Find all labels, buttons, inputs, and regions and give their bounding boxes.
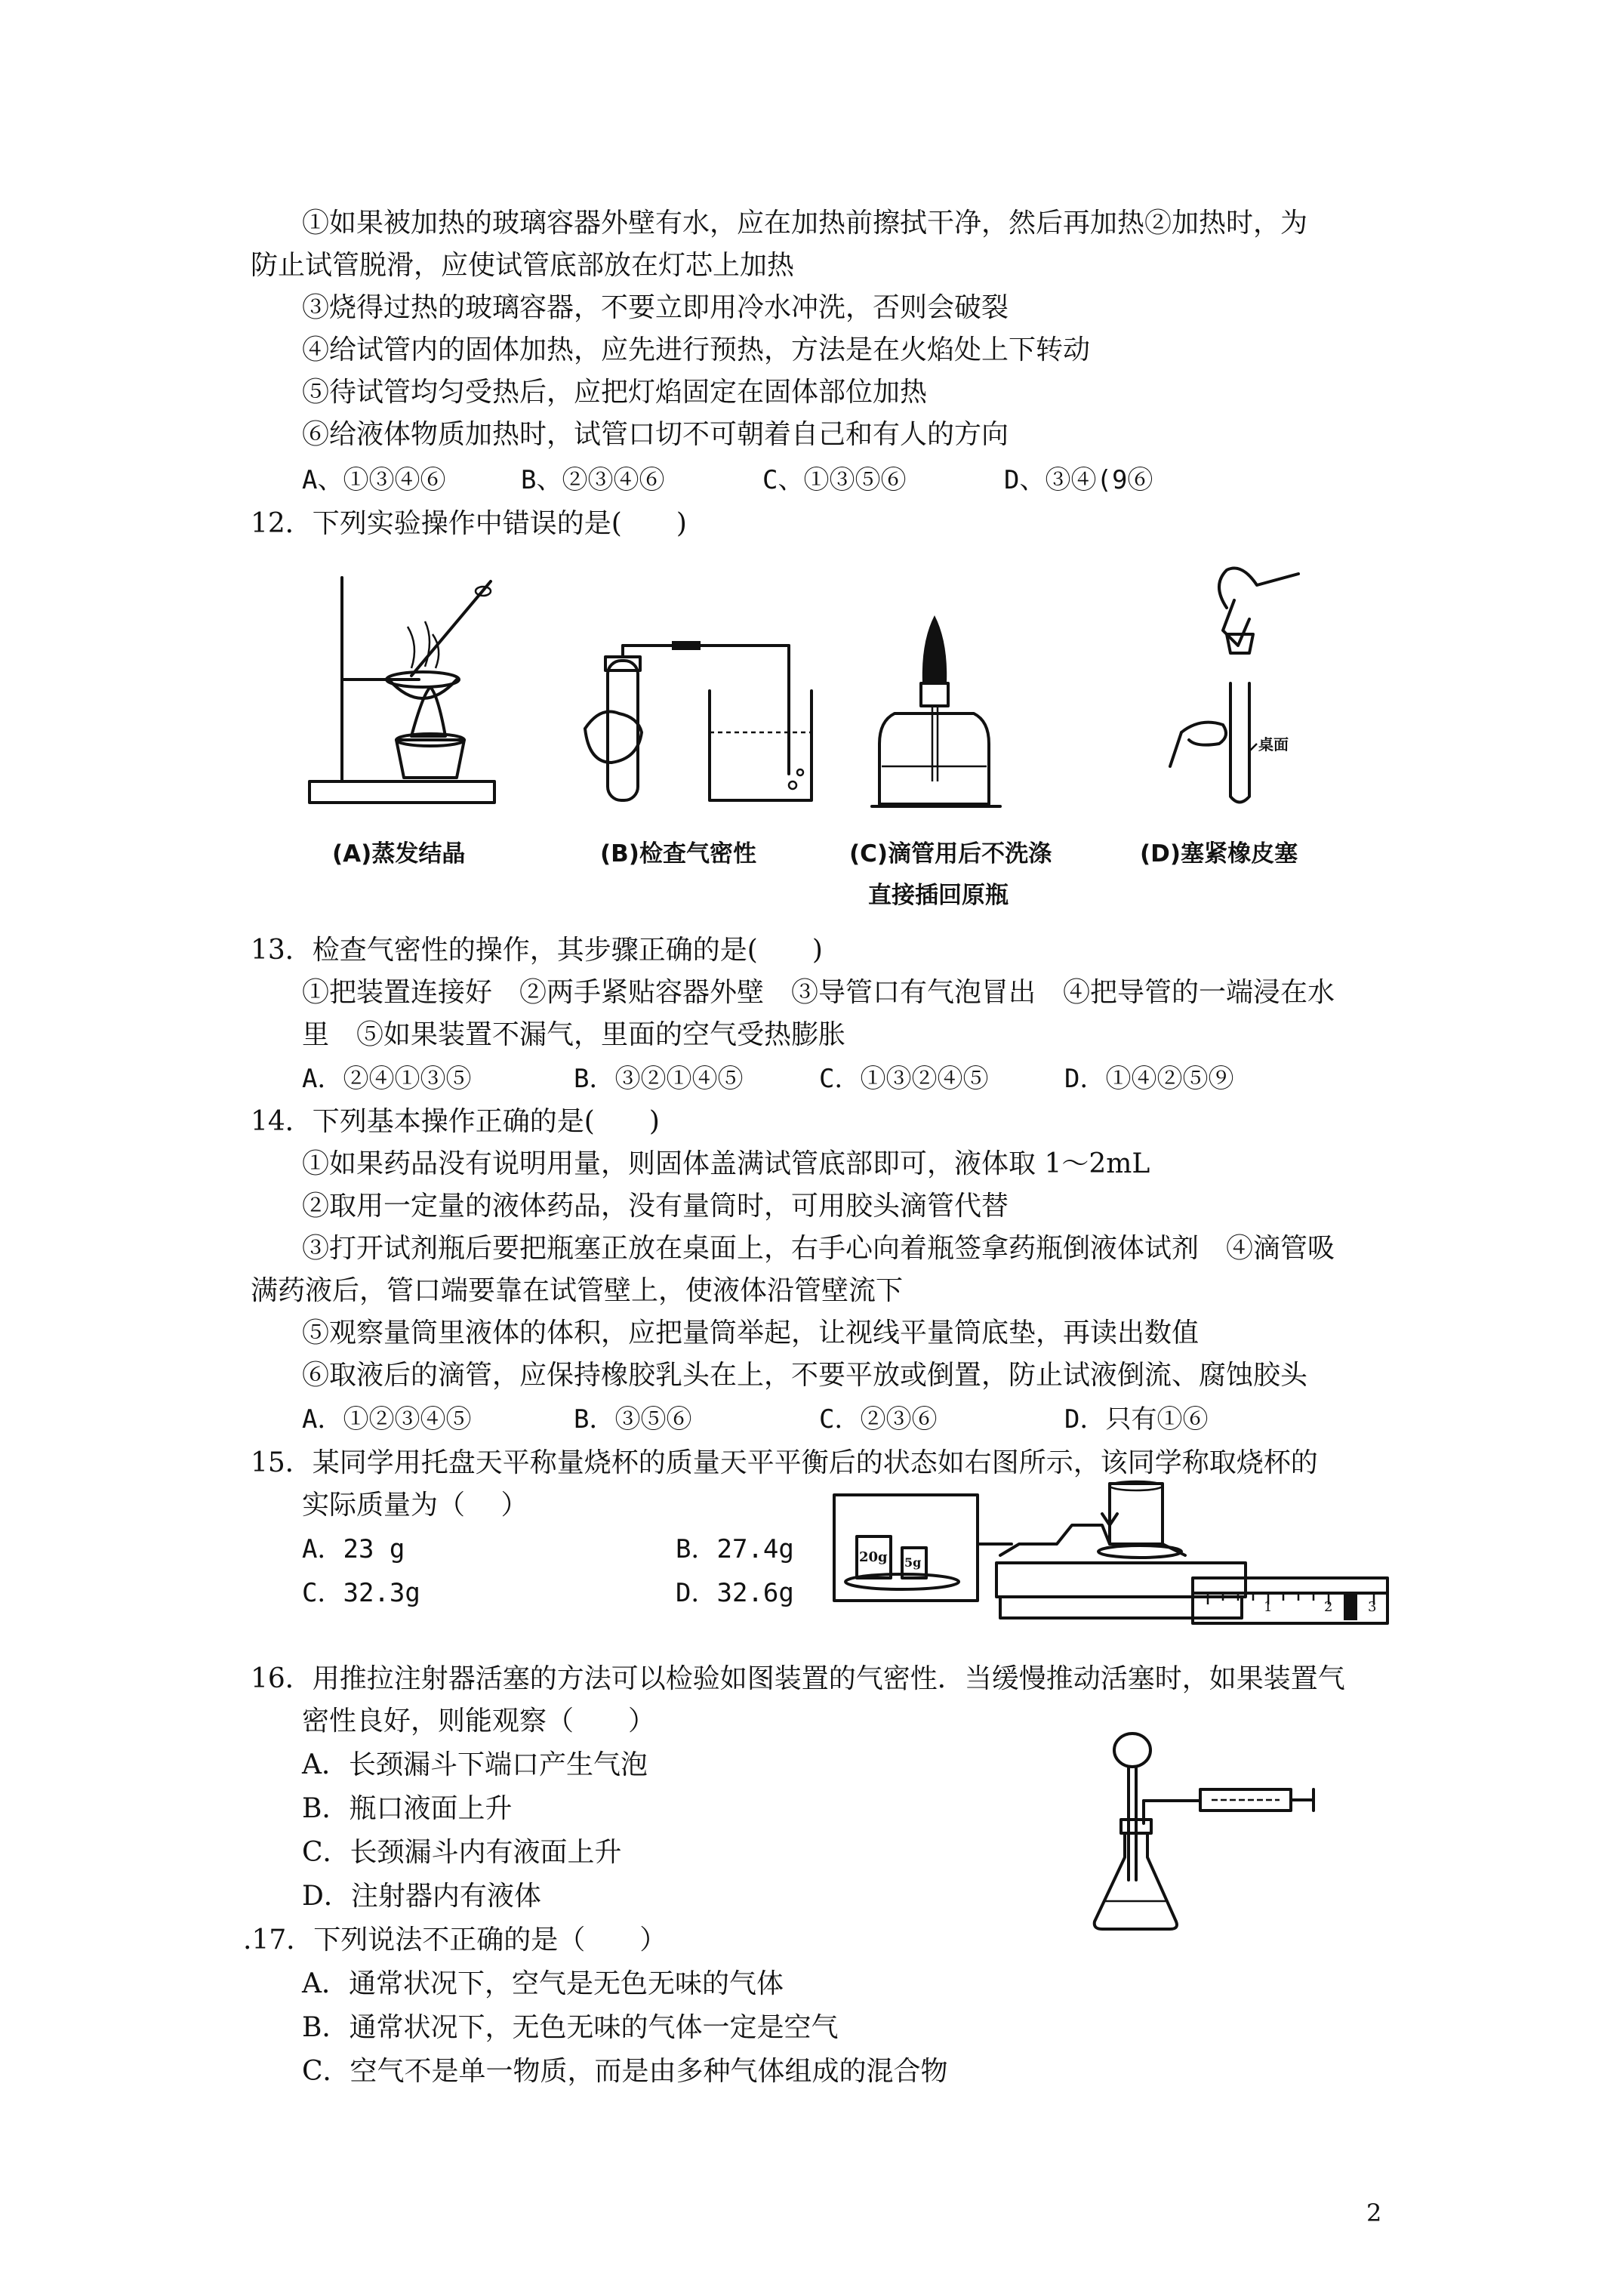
q13-option-b: B．③②①④⑤: [574, 1064, 744, 1094]
q11-item1b: 防止试管脱滑，应使试管底部放在灯芯上加热: [251, 250, 795, 281]
q14-option-d: D．只有①⑥: [1064, 1404, 1209, 1435]
q14-item2: ②取用一定量的液体药品，没有量筒时，可用胶头滴管代替: [302, 1191, 1009, 1222]
q11-item1a: ①如果被加热的玻璃容器外壁有水，应在加热前擦拭干净，然后再加热②加热时，为: [302, 208, 1308, 239]
q13-line1: ①把装置连接好 ②两手紧贴容器外壁 ③导管口有气泡冒出 ④把导管的一端浸在水: [302, 977, 1335, 1008]
desk-label: 桌面: [1258, 735, 1289, 754]
q11-item3: ③烧得过热的玻璃容器，不要立即用冷水冲洗，否则会破裂: [302, 292, 1009, 323]
q15-stem2: 实际质量为（ ）: [302, 1490, 528, 1521]
q15-stem1: 15．某同学用托盘天平称量烧杯的质量天平平衡后的状态如右图所示，该同学称取烧杯的: [251, 1447, 1318, 1478]
q16-option-b: B．瓶口液面上升: [302, 1793, 513, 1824]
page-number: 2: [1366, 2199, 1382, 2227]
q14-item5: ⑤观察量筒里液体的体积，应把量筒举起，让视线平量筒底垫，再读出数值: [302, 1318, 1200, 1348]
q16-apparatus-figure: [1087, 1729, 1321, 1943]
scale-mark-1: 1: [1264, 1599, 1273, 1615]
q16-stem1: 16．用推拉注射器活塞的方法可以检验如图装置的气密性．当缓慢推动活塞时，如果装置气: [251, 1663, 1345, 1694]
q14-item3a: ③打开试剂瓶后要把瓶塞正放在桌面上，右手心向着瓶签拿药瓶倒液体试剂 ④滴管吸: [302, 1233, 1335, 1264]
q11-option-b: B、②③④⑥: [521, 465, 665, 495]
q16-option-c: C．长颈漏斗内有液面上升: [302, 1837, 622, 1868]
q15-option-a: A．23 g: [302, 1534, 405, 1564]
scale-mark-3: 3: [1368, 1599, 1377, 1615]
q15-option-b: B．27.4g: [676, 1534, 794, 1564]
q12-stem: 12．下列实验操作中错误的是( ): [251, 508, 687, 539]
weight-20g: 20g: [859, 1549, 888, 1565]
q12-caption-c1: (C)滴管用后不洗涤: [849, 840, 1052, 868]
weight-5g: 5g: [904, 1555, 922, 1570]
q11-option-c: C、①③⑤⑥: [762, 465, 907, 495]
q14-option-b: B．③⑤⑥: [574, 1404, 692, 1435]
q13-stem: 13．检查气密性的操作，其步骤正确的是( ): [251, 935, 823, 966]
q17-stem: .17．下列说法不正确的是（ ）: [243, 1925, 667, 1955]
q12-figure-c: [868, 612, 1004, 818]
q11-item6: ⑥给液体物质加热时，试管口切不可朝着自己和有人的方向: [302, 419, 1009, 450]
q17-option-a: A．通常状况下，空气是无色无味的气体: [302, 1968, 784, 1999]
q16-option-d: D．注射器内有液体: [302, 1881, 541, 1912]
q12-figure-b: [581, 630, 830, 815]
q14-stem: 14．下列基本操作正确的是( ): [251, 1106, 660, 1137]
q12-caption-a: (A)蒸发结晶: [332, 840, 466, 868]
q15-option-c: C．32.3g: [302, 1578, 420, 1608]
scale-mark-2: 2: [1324, 1599, 1333, 1615]
q16-option-a: A．长颈漏斗下端口产生气泡: [302, 1749, 648, 1780]
q11-item5: ⑤待试管均匀受热后，应把灯焰固定在固体部位加热: [302, 377, 928, 408]
q14-item1: ①如果药品没有说明用量，则固体盖满试管底部即可，液体取 1～2mL: [302, 1148, 1150, 1179]
q17-option-b: B．通常状况下，无色无味的气体一定是空气: [302, 2012, 839, 2043]
q12-caption-d: (D)塞紧橡皮塞: [1140, 840, 1298, 868]
q14-item6: ⑥取液后的滴管，应保持橡胶乳头在上，不要平放或倒置，防止试液倒流、腐蚀胶头: [302, 1360, 1308, 1391]
q14-item3b: 满药液后，管口端要靠在试管壁上，使液体沿管壁流下: [251, 1275, 904, 1306]
q17-option-c: C．空气不是单一物质，而是由多种气体组成的混合物: [302, 2056, 948, 2087]
q15-option-d: D．32.6g: [676, 1578, 794, 1608]
q13-option-d: D．①④②⑤⑨: [1064, 1064, 1234, 1094]
q14-option-c: C．②③⑥: [819, 1404, 938, 1435]
q11-item4: ④给试管内的固体加热，应先进行预热，方法是在火焰处上下转动: [302, 334, 1091, 365]
q12-caption-b: (B)检查气密性: [600, 840, 756, 868]
q13-option-c: C．①③②④⑤: [819, 1064, 989, 1094]
q12-figure-a: [306, 562, 502, 815]
q14-option-a: A．①②③④⑤: [302, 1404, 472, 1435]
q15-balance-figure: [830, 1480, 1389, 1634]
q13-option-a: A．②④①③⑤: [302, 1064, 472, 1094]
q16-stem2: 密性良好，则能观察（ ）: [302, 1706, 656, 1737]
q12-caption-c2: 直接插回原瓶: [868, 882, 1009, 909]
q11-option-a: A、①③④⑥: [302, 465, 446, 495]
q11-option-d: D、③④(9⑥: [1004, 465, 1153, 495]
q12-figure-d: [1166, 562, 1317, 815]
q13-line2: 里 ⑤如果装置不漏气，里面的空气受热膨胀: [302, 1019, 846, 1050]
